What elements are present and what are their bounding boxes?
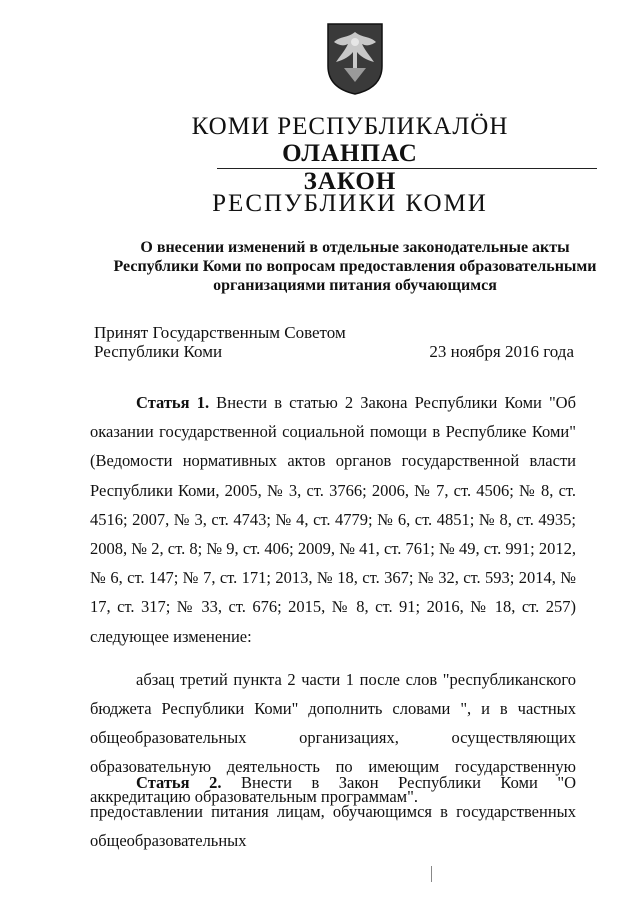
article-1-label: Статья 1. [136, 393, 210, 412]
scan-mark [431, 866, 432, 882]
adoption-statement [94, 323, 346, 361]
article-1 [90, 388, 576, 811]
header-zakon: ЗАКОН [303, 168, 397, 195]
article-1-text: Внести в статью 2 Закона Республики Коми "Об оказании государственной социальной помощи в Республике Коми" (Ведомости нормативных актов органов государственной власти Республики Коми, 2005, № 3, ст. 3766; 2006, № 7, ст. 4506; № 8, ст. 4516; 2007, № 3, ст. 4743; № 4, ст. 4779; № 6, ст. 4851; № 8, ст. 4935; 2008, № 2, ст. 8; № 9, ст. 406; 2009, № 41, ст. 761; № 49, ст. 991; 2012, № 6, ст. 147; № 7, ст. 171; 2013, № 18, ст. 367; № 32, ст. 593; 2014, № 17, ст. 317; № 33, ст. 676; 2015, № 8, ст. 91; 2016, № 18, ст. 257) следующее изменение: [90, 393, 576, 646]
header-olanpas: ОЛАНПАС [282, 140, 418, 167]
article-2-paragraph [90, 768, 576, 856]
article-1-paragraph [90, 388, 576, 651]
adoption-line: Республики Коми [94, 342, 223, 361]
law-title-line: О внесении изменений в отдельные законодательные акты [140, 239, 570, 256]
coat-of-arms-icon [326, 22, 384, 96]
law-title-line: организациями питания обучающимся [213, 277, 497, 294]
header-komi-line: КОМИ РЕСПУБЛИКАЛӦН [191, 113, 509, 140]
law-title-line: Республики Коми по вопросам предоставления образовательными [113, 258, 597, 275]
article-2 [90, 768, 576, 856]
article-2-text: Внести в Закон Республики Коми "О предоставлении питания лицам, обучающимся в государственных общеобразовательных [90, 773, 576, 851]
adoption-line: Принят Государственным Советом [94, 323, 346, 342]
article-1-amendment: абзац третий пункта 2 части 1 после слов "республиканского бюджета Республики Коми" дополнить словами ", и в частных общеобразовательных организациях, осуществляющих образовательную деятельность по имеющим государственную аккредитацию образовательным программам". [90, 669, 576, 806]
article-2-label: Статья 2. [136, 773, 222, 792]
law-title [0, 238, 640, 295]
header-republic: РЕСПУБЛИКИ КОМИ [212, 190, 488, 217]
adoption-date: 23 ноября 2016 года [429, 342, 574, 361]
